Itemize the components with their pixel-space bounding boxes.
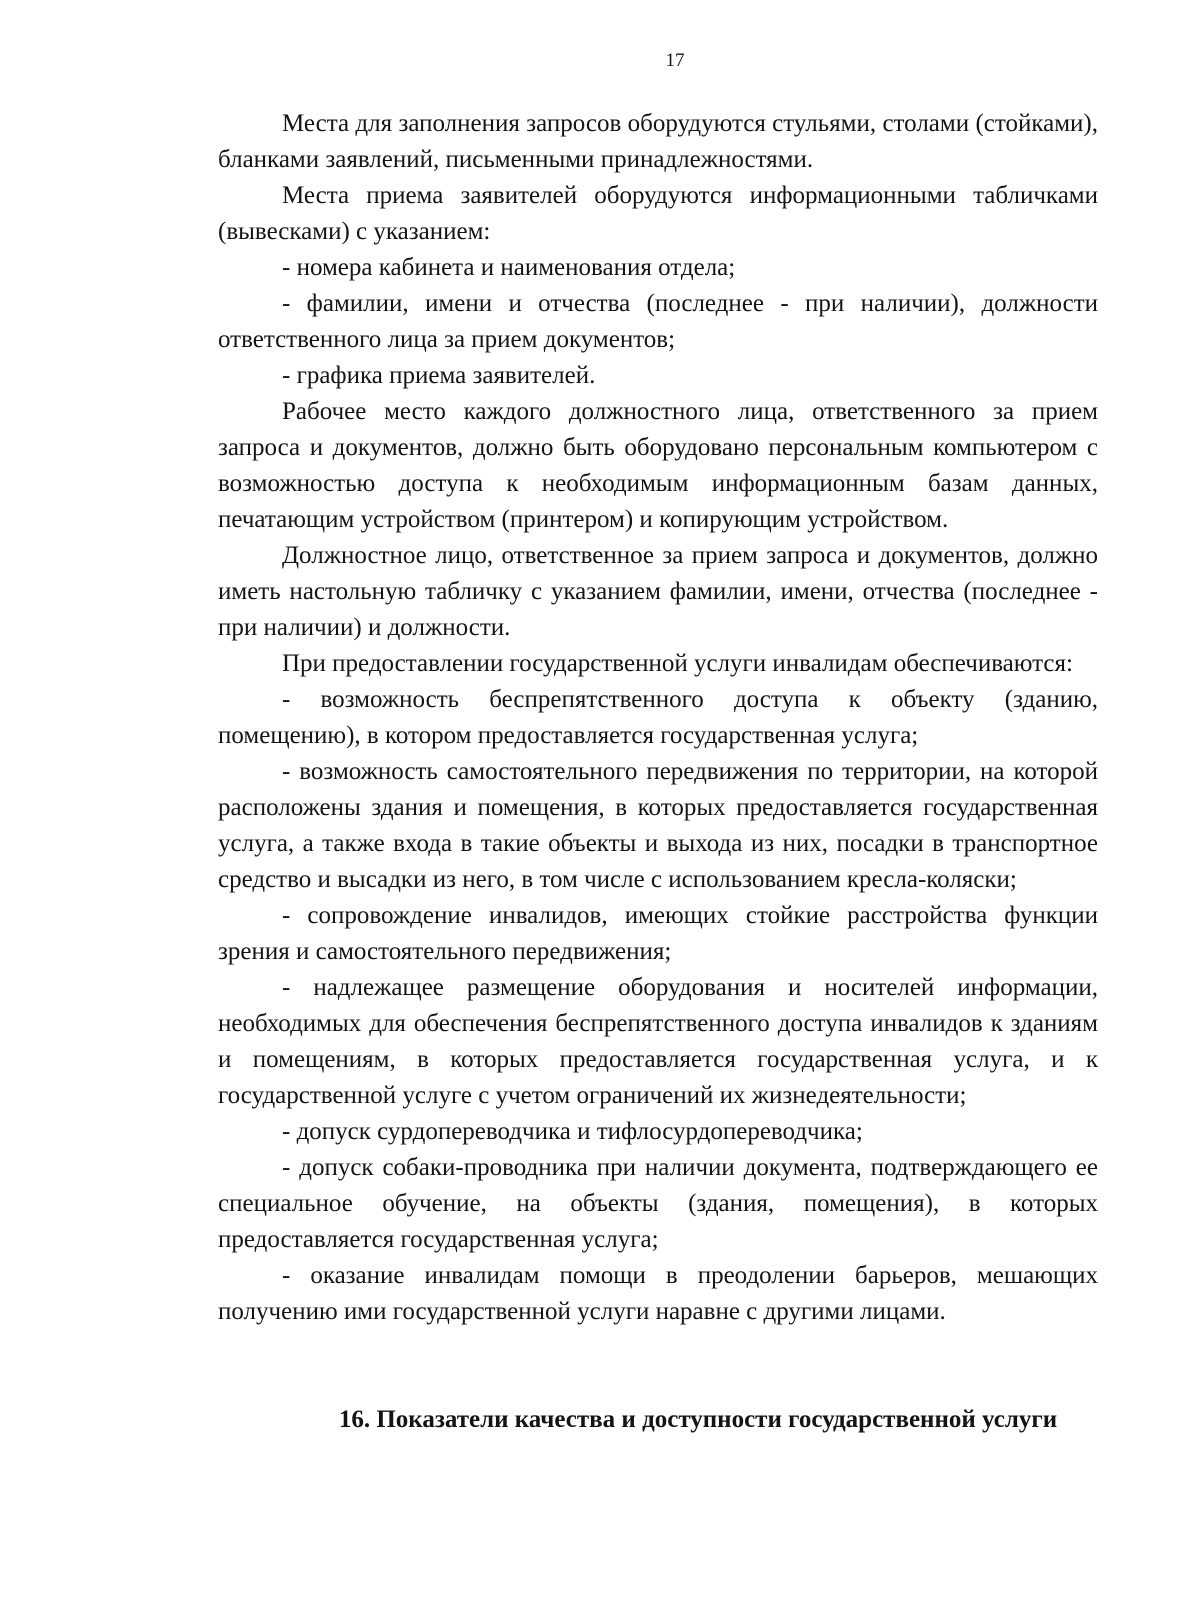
list-item-guide-dog: - допуск собаки-проводника при наличии документа, подтверждающего ее специальное обучение, на объекты (здания, помещения), в которых предоставляется государственная услуга; [218,1154,1098,1253]
list-item-barrier-assistance: - оказание инвалидам помощи в преодолении барьеров, мешающих получению ими государственной услуги наравне с другими лицами. [218,1262,1098,1325]
paragraph-disabled-provisions: При предоставлении государственной услуги инвалидам обеспечиваются: [282,650,1073,677]
list-item-escort: - сопровождение инвалидов, имеющих стойкие расстройства функции зрения и самостоятельного передвижения; [218,902,1098,965]
paragraph-official-workplace: Рабочее место каждого должностного лица, ответственного за прием запроса и документов, должно быть оборудовано персональным компьютером с возможностью доступа к необходимым информационным базам данных, печатающим устройством (принтером) и копирующим устройством. [218,398,1098,533]
list-item-independent-movement: - возможность самостоятельного передвижения по территории, на которой расположены здания и помещения, в которых предоставляется государственная услуга, а также входа в такие объекты и выхода из них, посадки в транспортное средство и высадки из него, в том числе с использованием кресла-коляски; [218,758,1098,893]
paragraph-reception-signs: Места приема заявителей оборудуются информационными табличками (вывесками) с указанием: [218,182,1098,245]
section-heading: 16. Показатели качества и доступности государственной услуги [338,1406,1058,1433]
list-item-sign-interpreter: - допуск сурдопереводчика и тифлосурдопереводчика; [282,1118,863,1145]
list-item-responsible-person: - фамилии, имени и отчества (последнее - при наличии), должности ответственного лица за прием документов; [218,290,1098,353]
list-item-reception-schedule: - графика приема заявителей. [282,362,596,389]
paragraph-workplaces-equipment: Места для заполнения запросов оборудуются стульями, столами (стойками), бланками заявлений, письменными принадлежностями. [218,110,1098,173]
list-item-unobstructed-access: - возможность беспрепятственного доступа к объекту (зданию, помещению), в котором предоставляется государственная услуга; [218,686,1098,749]
page-number: 17 [665,50,685,71]
list-item-equipment-placement: - надлежащее размещение оборудования и носителей информации, необходимых для обеспечения беспрепятственного доступа инвалидов к зданиям и помещениям, в которых предоставляется государственная услуга, и к государственной услуге с учетом ограничений их жизнедеятельности; [218,974,1098,1109]
list-item-cabinet-number: - номера кабинета и наименования отдела; [282,254,736,281]
document-body [218,106,1098,1330]
paragraph-desk-nameplate: Должностное лицо, ответственное за прием запроса и документов, должно иметь настольную табличку с указанием фамилии, имени, отчества (последнее - при наличии) и должности. [218,542,1098,641]
